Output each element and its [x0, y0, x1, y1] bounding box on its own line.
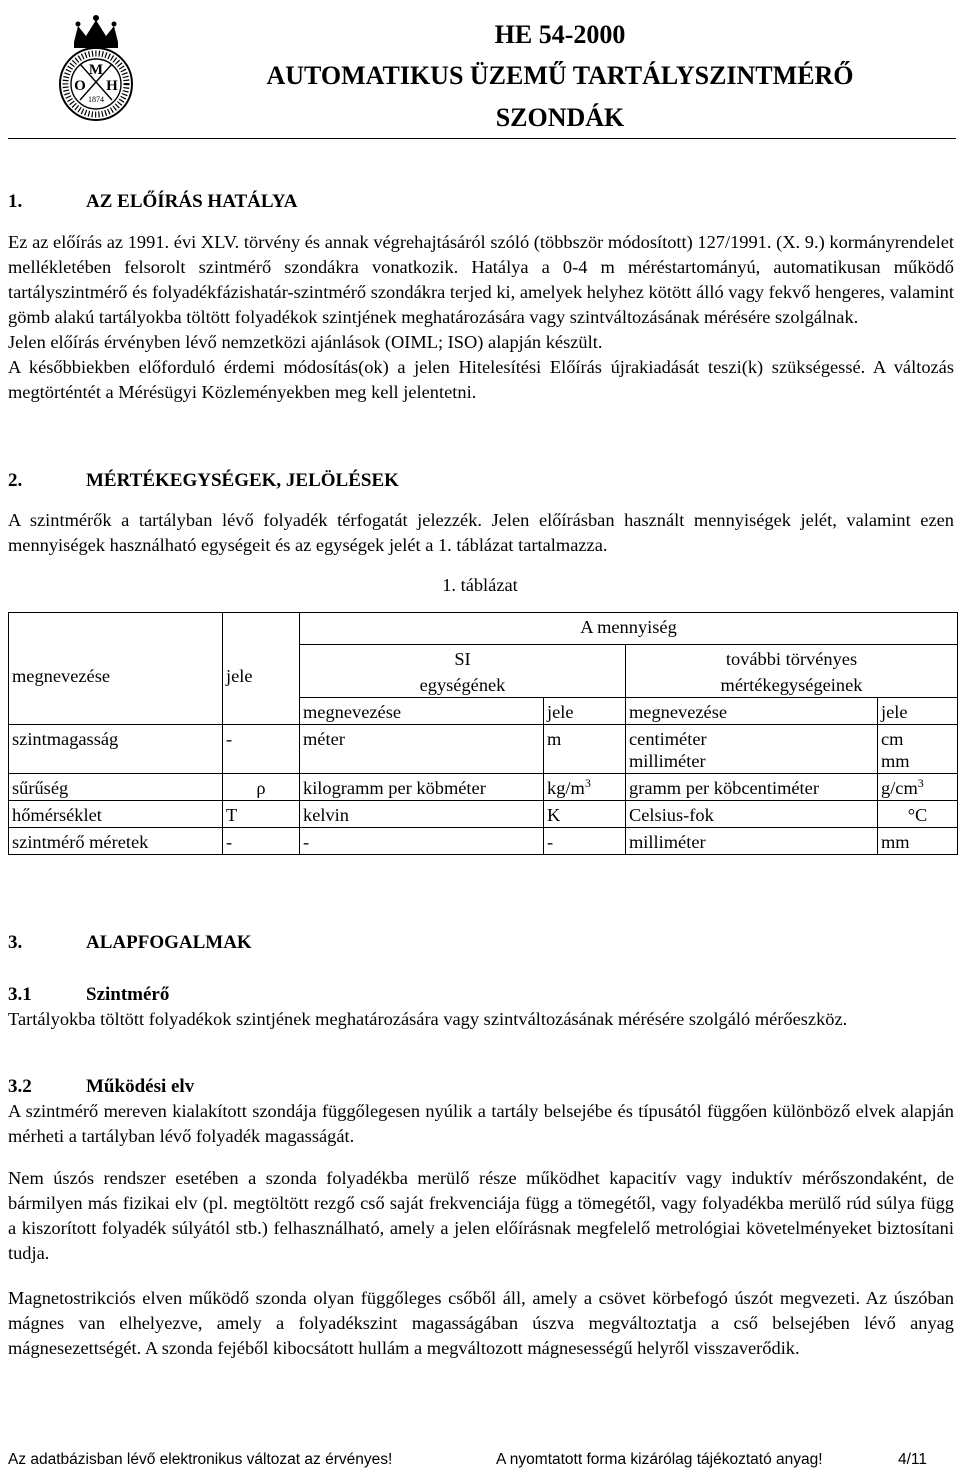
sub-other-name: megnevezése [626, 698, 878, 725]
section-2-heading [8, 468, 399, 493]
cell-line: milliméter [629, 751, 706, 771]
logo-letter-h: H [106, 78, 118, 94]
cell [626, 725, 878, 774]
cell: mm [878, 828, 958, 855]
section-3-heading [8, 930, 252, 955]
cell: kilogramm per köbméter [300, 774, 544, 801]
subsection-3-2-p3 [8, 1286, 954, 1361]
page-number: 4/11 [898, 1451, 928, 1468]
cell: hőmérséklet [9, 801, 223, 828]
footer-printed-note: A nyomtatott forma kizárólag tájékoztató anyag! [496, 1451, 823, 1468]
header-si-units: egységének [300, 671, 626, 698]
document-header [0, 0, 960, 142]
section-title: MÉRTÉKEGYSÉGEK, JELÖLÉSEK [86, 470, 399, 491]
subsection-3-1-heading [8, 982, 169, 1007]
sub-si-symbol: jele [544, 698, 626, 725]
subsection-number: 3.2 [8, 1076, 32, 1097]
document-title-line2: SZONDÁK [495, 103, 625, 132]
table-row [9, 725, 958, 774]
cell: szintmérő méretek [9, 828, 223, 855]
header-symbol: jele [226, 665, 253, 686]
cell: gramm per köbcentiméter [626, 774, 878, 801]
table-row [9, 828, 958, 855]
cell: szintmagasság [9, 725, 223, 774]
cell: kelvin [300, 801, 544, 828]
unit-text: g/cm [881, 778, 918, 798]
cell [223, 665, 300, 725]
cell: milliméter [626, 828, 878, 855]
cell [878, 774, 958, 801]
paragraph: A szintmérők a tartályban lévő folyadék térfogatát jelezzék. Jelen előírásban használt mennyiségek jelét, valamint ezen mennyiségek használható egységeit és az egységek jelét a 1. táblázat tartalmazza. [8, 510, 954, 555]
cell: - [223, 828, 300, 855]
unit-text: kg/m [547, 778, 585, 798]
cell: méter [300, 725, 544, 774]
header-other-units: mértékegységeinek [626, 671, 958, 698]
cell: Celsius-fok [626, 801, 878, 828]
paragraph: Magnetostrikciós elven működő szonda olyan függőleges csőből áll, amely a csövet körbefogó úszót megvezeti. Az úszóban mágnes van elhelyezve, amely a folyadékszint magasságában úszva megváltoztatja a cső belsejében lévő anyag mágnesezettségét. A szonda fejéből kibocsátott hullám a megváltozott mágnesességű helyről visszaverődik. [8, 1288, 954, 1358]
cell: T [223, 801, 300, 828]
header-quantity: A mennyiség [300, 613, 958, 645]
footer-electronic-note: Az adatbázisban lévő elektronikus változat az érvényes! [8, 1451, 393, 1468]
section-1-body [8, 230, 954, 405]
units-table [8, 612, 958, 855]
header-divider [8, 138, 956, 139]
table-row [9, 774, 958, 801]
cell: - [223, 725, 300, 774]
cell: - [300, 828, 544, 855]
paragraph: Nem úszós rendszer esetében a szonda folyadékba merülő része működhet kapacitív vagy induktív mérőszondaként, de bármilyen más fizikai elv (pl. megtöltött rezgő cső saját frekvenciája függ a tömegétől, vagy folyadékba merülő rúd súlya függ a kiszorított folyadék súlyától stb.) felhasználható, amely a jelen előírásnak megfelelő metrológiai követelményeket biztosítani tudja. [8, 1168, 954, 1263]
paragraph: Tartályokba töltött folyadékok szintjének meghatározására vagy szintváltozásának mérésére szolgáló mérőeszköz. [8, 1009, 848, 1029]
subsection-3-1-body [8, 1007, 954, 1032]
cell: ρ [223, 774, 300, 801]
sub-other-symbol: jele [878, 698, 958, 725]
section-number: 2. [8, 470, 23, 491]
subsection-title: Működési elv [86, 1076, 195, 1097]
table-caption: 1. táblázat [442, 575, 518, 595]
cell-line: centiméter [629, 729, 707, 749]
logo-year: 1874 [88, 95, 104, 104]
table-row [9, 801, 958, 828]
cell-line: mm [881, 751, 910, 771]
section-2-body [8, 508, 954, 558]
cell [9, 665, 223, 725]
header-other: további törvényes [626, 645, 958, 672]
subsection-title: Szintmérő [86, 984, 170, 1005]
logo-letter-o: O [74, 78, 86, 94]
standard-code: HE 54-2000 [494, 20, 626, 49]
paragraph: Ez az előírás az 1991. évi XLV. törvény és annak végrehajtásáról szóló (többször módosított) 127/1991. (X. 9.) kormányrendelet mellékletében felsorolt szintmérő szondákra vonatkozik. Hatálya a 0-4 m méréstartományú, automatikusan működő tartályszintmérő és folyadékfázishatár-szintmérő szondákra terjed ki, amelyek helyhez kötött álló vagy fekvő hengeres, valamint gömb alakú tartályokba töltött folyadékok szintjének meghatározására vagy szintváltozásának mérésére szolgálnak. [8, 232, 954, 327]
subsection-3-2-heading [8, 1074, 194, 1099]
section-number: 3. [8, 932, 23, 953]
document-title-line1: AUTOMATIKUS ÜZEMŰ TARTÁLYSZINTMÉRŐ [266, 61, 854, 90]
paragraph: A későbbiekben előforduló érdemi módosítás(ok) a jelen Hitelesítési Előírás újrakiadását teszi(k) szükségessé. A változás megtörténtét a Mérésügyi Közleményekben meg kell jelentetni. [8, 357, 954, 402]
cell: m [544, 725, 626, 774]
cell [544, 774, 626, 801]
cell: - [544, 828, 626, 855]
sub-si-name: megnevezése [300, 698, 544, 725]
section-title: AZ ELŐÍRÁS HATÁLYA [86, 191, 298, 212]
cell: sűrűség [9, 774, 223, 801]
subsection-number: 3.1 [8, 984, 32, 1005]
paragraph: Jelen előírás érvényben lévő nemzetközi ajánlások (OIML; ISO) alapján készült. [8, 332, 603, 352]
cell [878, 725, 958, 774]
header-name: megnevezése [12, 665, 111, 686]
section-number: 1. [8, 191, 23, 212]
header-si: SI [300, 645, 626, 672]
cell: °C [878, 801, 958, 828]
subsection-3-2-p1 [8, 1099, 954, 1149]
cell-line: cm [881, 729, 904, 749]
paragraph: A szintmérő mereven kialakított szondája függőlegesen nyúlik a tartály belsejébe és típusától függően különböző elvek alapján mérheti a tartályban lévő folyadék magasságát. [8, 1101, 954, 1146]
logo-letter-m: M [88, 62, 104, 78]
section-1-heading [8, 189, 298, 214]
omh-seal-logo-icon [44, 12, 148, 124]
subsection-3-2-p2 [8, 1166, 954, 1266]
section-title: ALAPFOGALMAK [86, 932, 252, 953]
cell: K [544, 801, 626, 828]
unit-superscript: 3 [917, 776, 924, 790]
unit-superscript: 3 [584, 776, 591, 790]
